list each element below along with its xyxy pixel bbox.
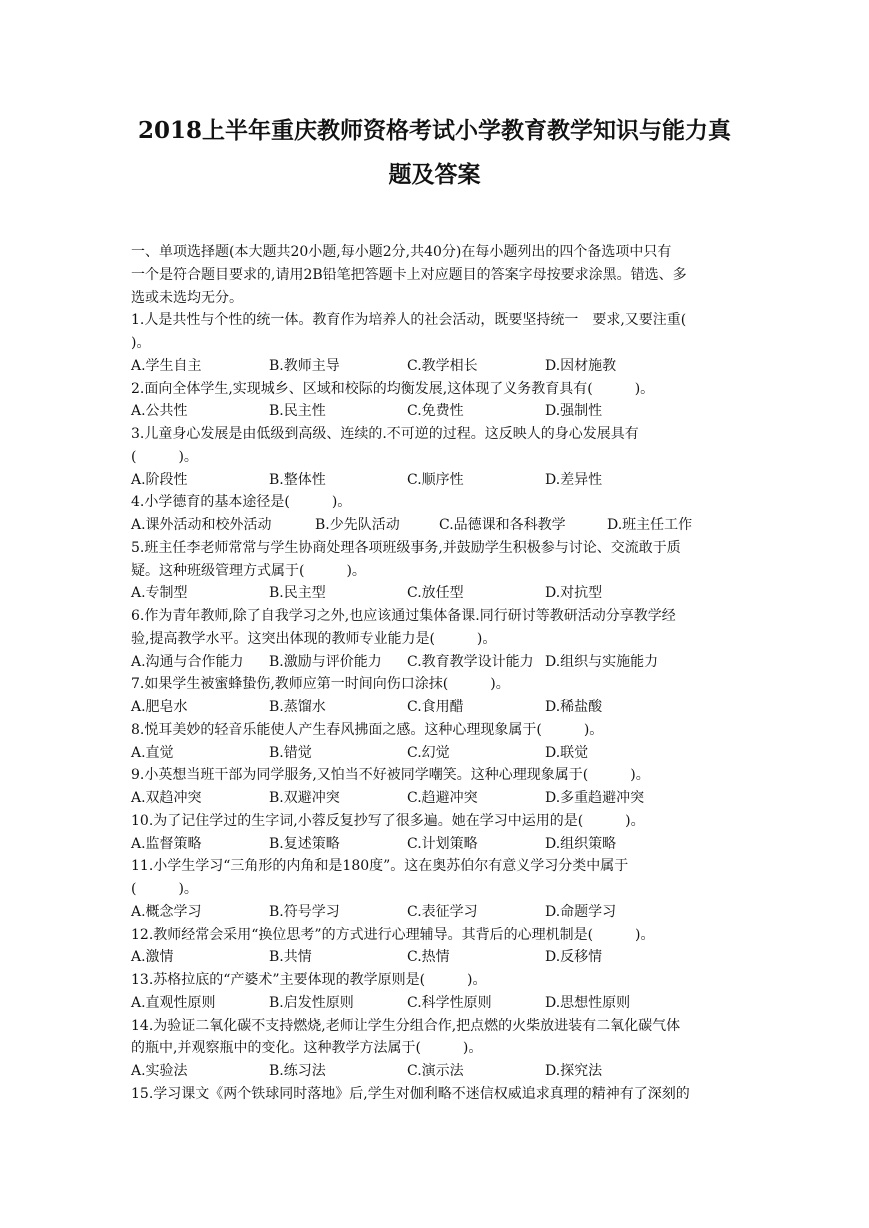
option-b: B.激励与评价能力: [269, 653, 382, 670]
question-text: ( )。: [131, 448, 198, 465]
option-d: D.思想性原则: [545, 994, 631, 1011]
option-c: C.趋避冲突: [407, 790, 478, 806]
option-d: D.探究法: [545, 1063, 603, 1079]
option-d: D.班主任工作: [607, 517, 693, 533]
option-c: C.演示法: [407, 1063, 464, 1079]
option-b: B.民主型: [269, 585, 326, 602]
question-text: 11.小学生学习“三角形的内角和是180度”。这在奥苏伯尔有意义学习分类中属于: [131, 858, 629, 875]
option-b: B.符号学习: [269, 903, 340, 920]
option-d: D.对抗型: [545, 585, 603, 602]
intro-line: 一个是符合题目要求的,请用2B铅笔把答题卡上对应题目的答案字母按要求涂黑。错选、多: [131, 266, 687, 283]
option-a: A.实验法: [131, 1063, 188, 1079]
option-b: B.整体性: [269, 471, 326, 488]
option-c: C.放任型: [407, 585, 464, 602]
intro-line: 选或未选均无分。: [131, 289, 243, 306]
option-a: A.专制型: [131, 585, 188, 602]
option-a: A.阶段性: [131, 471, 188, 488]
option-c: C.教育教学设计能力: [407, 653, 534, 670]
option-a: A.监督策略: [131, 835, 202, 852]
question-text: 疑。这种班级管理方式属于( )。: [131, 562, 366, 579]
option-c: C.免费性: [407, 403, 464, 420]
question-text: ( )。: [131, 881, 198, 897]
option-a: A.概念学习: [131, 903, 202, 920]
option-c: C.表征学习: [407, 903, 478, 920]
doc-title-line-2: 题及答案: [388, 161, 481, 188]
option-c: C.热情: [407, 949, 450, 966]
option-d: D.强制性: [545, 403, 603, 420]
option-b: B.复述策略: [269, 835, 340, 852]
question-text: 12.教师经常会采用“换位思考”的方式进行心理辅导。其背后的心理机制是( )。: [131, 926, 655, 943]
option-c: C.食用醋: [407, 699, 464, 715]
option-d: D.差异性: [545, 471, 603, 488]
option-c: C.教学相长: [407, 357, 478, 374]
option-c: C.科学性原则: [407, 994, 492, 1011]
options-row: [131, 400, 741, 423]
question-text: 9.小英想当班干部为同学服务,又怕当不好被同学嘲笑。这种心理现象属于( )。: [131, 767, 650, 784]
intro-line: 一、单项选择题(本大题共20小题,每小题2分,共40分)在每小题列出的四个备选项中只有: [131, 244, 672, 260]
option-a: A.学生自主: [131, 357, 202, 374]
question-text: 8.悦耳美妙的轻音乐能使人产生春风拂面之感。这种心理现象属于( )。: [131, 721, 604, 738]
option-c: C.品德课和各科教学: [439, 517, 566, 533]
options-row: [131, 1060, 741, 1083]
option-a: A.双趋冲突: [131, 790, 202, 806]
doc-title-line-1: 2018上半年重庆教师资格考试小学教育教学知识与能力真: [137, 117, 731, 144]
option-b: B.双避冲突: [269, 790, 340, 806]
option-a: A.肥皂水: [131, 699, 188, 715]
option-b: B.共情: [269, 949, 312, 966]
question-text: 13.苏格拉底的“产婆术”主要体现的教学原则是( )。: [131, 972, 487, 988]
options-row: [131, 469, 741, 492]
option-a: A.沟通与合作能力: [131, 653, 244, 670]
doc-body: [131, 241, 741, 1106]
question-text: 10.为了记住学过的生字词,小蓉反复抄写了很多遍。她在学习中运用的是( )。: [131, 812, 645, 829]
option-b: B.少先队活动: [315, 517, 400, 533]
option-a: A.直观性原则: [131, 994, 216, 1011]
options-row: [131, 696, 741, 719]
options-row: [131, 787, 741, 810]
option-b: B.启发性原则: [269, 994, 354, 1011]
question-text: 2.面向全体学生,实现城乡、区域和校际的均衡发展,这体现了义务教育具有( )。: [131, 380, 655, 397]
question-text: 14.为验证二氧化碳不支持燃烧,老师让学生分组合作,把点燃的火柴放进装有二氧化碳气体: [131, 1017, 681, 1034]
question-text: 6.作为青年教师,除了自我学习之外,也应该通过集体备课.同行研讨等教研活动分享教学经: [131, 608, 676, 624]
option-c: C.幻觉: [407, 744, 450, 761]
option-d: D.稀盐酸: [545, 699, 603, 715]
options-row: [131, 742, 741, 765]
question-text: 7.如果学生被蜜蜂蛰伤,教师应第一时间向伤口涂抹( )。: [131, 676, 510, 693]
option-c: C.顺序性: [407, 471, 464, 488]
option-d: D.多重趋避冲突: [545, 790, 645, 806]
question-text: 的瓶中,并观察瓶中的变化。这种教学方法属于( )。: [131, 1040, 483, 1057]
options-row: [131, 992, 741, 1015]
question-text: 1.人是共性与个性的统一体。教育作为培养人的社会活动，既要坚持统一 要求,又要注重(: [131, 312, 687, 329]
option-a: A.公共性: [131, 403, 188, 420]
option-d: D.反移情: [545, 949, 603, 966]
option-b: B.蒸馏水: [269, 699, 326, 715]
option-d: D.命题学习: [545, 903, 617, 920]
option-d: D.因材施教: [545, 357, 617, 374]
options-row: [131, 833, 741, 856]
question-text: )。: [131, 335, 151, 351]
option-b: B.错觉: [269, 744, 312, 761]
option-b: B.教师主导: [269, 357, 340, 374]
question-text: 5.班主任李老师常常与学生协商处理各项班级事务,并鼓励学生积极参与讨论、交流敢于质: [131, 539, 681, 556]
question-text: 15.学习课文《两个铁球同时落地》后,学生对伽利略不迷信权威追求真理的精神有了深刻的: [131, 1085, 690, 1102]
options-row: [131, 946, 741, 969]
option-a: A.激情: [131, 949, 174, 966]
option-a: A.课外活动和校外活动: [131, 517, 272, 533]
options-row: [131, 901, 741, 924]
option-d: D.联觉: [545, 744, 589, 761]
options-row: [131, 514, 741, 537]
option-d: D.组织与实施能力: [545, 653, 659, 670]
options-row: [131, 355, 741, 378]
option-b: B.练习法: [269, 1063, 326, 1079]
question-text: 4.小学德育的基本途径是( )。: [131, 494, 352, 511]
question-text: 验,提高教学水平。这突出体现的教师专业能力是( )。: [131, 630, 497, 647]
option-d: D.组织策略: [545, 835, 617, 852]
option-b: B.民主性: [269, 403, 326, 420]
options-row: [131, 651, 741, 674]
option-a: A.直觉: [131, 744, 174, 761]
option-c: C.计划策略: [407, 835, 478, 852]
options-row: [131, 582, 741, 605]
question-text: 3.儿童身心发展是由低级到高级、连续的.不可逆的过程。这反映人的身心发展具有: [131, 426, 639, 442]
